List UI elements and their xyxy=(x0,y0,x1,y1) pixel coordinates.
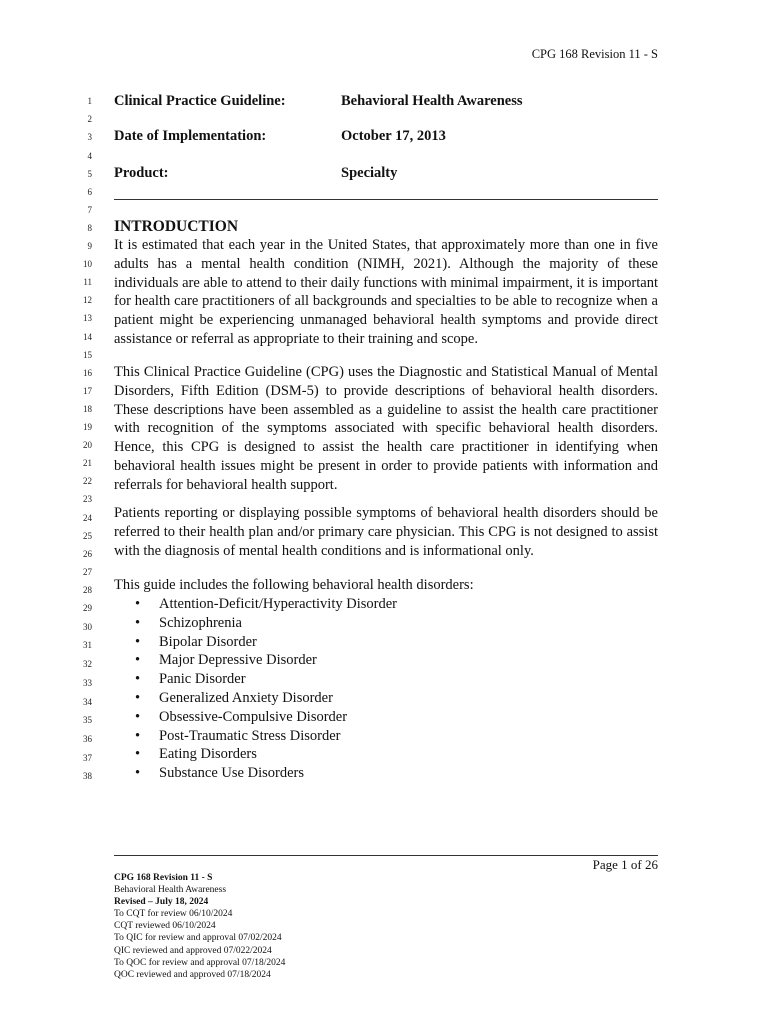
line-number: 4 xyxy=(87,151,92,161)
section-divider xyxy=(114,199,658,200)
footer-history-item: QIC reviewed and approved 07/022/2024 xyxy=(114,945,272,956)
line-number: 5 xyxy=(87,169,92,179)
line-number: 1 xyxy=(87,96,92,106)
line-number: 23 xyxy=(83,494,92,504)
footer-doc-id: CPG 168 Revision 11 - S xyxy=(114,873,213,883)
footer-revised: Revised – July 18, 2024 xyxy=(114,897,209,908)
footer-title: Behavioral Health Awareness xyxy=(114,885,227,896)
line-number: 33 xyxy=(83,678,92,688)
running-header: CPG 168 Revision 11 - S xyxy=(531,47,658,61)
intro-paragraph-2: This Clinical Practice Guideline (CPG) uses the Diagnostic and Statistical Manual of Mental Disorders, Fifth Edition (DSM-5) to provide descriptions of behavioral health disorders. These descriptions have been assembled as a guideline to assist the health care practitioner with recognition of the symptoms associated with specific behavioral health disorders. Hence, this CPG is designed to assist the health care practitioner in identifying when behavioral health issues might be present in order to provide patients with information and referrals for behavioral health support. xyxy=(114,364,658,493)
footer-history-item: QOC reviewed and approved 07/18/2024 xyxy=(114,969,271,980)
list-item: • Substance Use Disorders xyxy=(114,764,397,783)
line-number: 15 xyxy=(83,350,92,360)
implementation-date-label: Date of Implementation: xyxy=(114,128,267,144)
intro-paragraph-1: It is estimated that each year in the United States, that approximately more than one in five adults has a mental health condition (NIMH, 2021). Although the majority of these individuals are able to attend to their daily functions with minimal impairment, it is important for health care practitioners of all backgrounds and specialties to be able to recognize when a patient might be experiencing unmanaged behavioral health symptoms and provide direct assistance or referral as appropriate to their training and scope. xyxy=(114,237,658,347)
list-item: • Bipolar Disorder xyxy=(114,633,397,652)
line-number: 26 xyxy=(83,549,92,559)
line-number: 28 xyxy=(83,585,92,595)
line-number: 2 xyxy=(87,114,92,124)
line-number: 10 xyxy=(83,259,92,269)
line-number: 17 xyxy=(83,386,92,396)
line-number: 13 xyxy=(83,313,92,323)
list-item: • Obsessive-Compulsive Disorder xyxy=(114,708,397,727)
guideline-label: Clinical Practice Guideline: xyxy=(114,93,286,109)
line-number: 19 xyxy=(83,422,92,432)
disorders-intro: This guide includes the following behavioral health disorders: xyxy=(114,577,474,593)
introduction-heading: INTRODUCTION xyxy=(114,218,239,235)
line-number: 14 xyxy=(83,332,92,342)
line-number: 6 xyxy=(87,187,92,197)
list-item: • Generalized Anxiety Disorder xyxy=(114,689,397,708)
line-number: 7 xyxy=(87,205,92,215)
line-number: 38 xyxy=(83,771,92,781)
footer-history-item: To QIC for review and approval 07/02/2024 xyxy=(114,933,282,944)
line-number: 32 xyxy=(83,659,92,669)
list-item: • Eating Disorders xyxy=(114,745,397,764)
line-number: 21 xyxy=(83,458,92,468)
line-number: 22 xyxy=(83,476,92,486)
footer-history-item: To CQT for review 06/10/2024 xyxy=(114,909,233,920)
line-number: 30 xyxy=(83,622,92,632)
list-item: • Major Depressive Disorder xyxy=(114,651,397,670)
line-number: 36 xyxy=(83,734,92,744)
line-number: 9 xyxy=(87,241,92,251)
footer-history-item: CQT reviewed 06/10/2024 xyxy=(114,921,216,932)
line-number: 11 xyxy=(83,277,92,287)
list-item: • Post-Traumatic Stress Disorder xyxy=(114,727,397,746)
page-number: Page 1 of 26 xyxy=(592,857,658,872)
line-number: 18 xyxy=(83,404,92,414)
list-item: • Panic Disorder xyxy=(114,670,397,689)
line-number: 29 xyxy=(83,603,92,613)
product-label: Product: xyxy=(114,165,169,181)
line-number: 24 xyxy=(83,513,92,523)
guideline-value: Behavioral Health Awareness xyxy=(341,93,523,109)
line-number: 20 xyxy=(83,440,92,450)
line-number: 37 xyxy=(83,753,92,763)
line-number: 3 xyxy=(87,132,92,142)
list-item: • Schizophrenia xyxy=(114,614,397,633)
footer-history-item: To QOC for review and approval 07/18/2024 xyxy=(114,957,286,968)
line-number: 27 xyxy=(83,567,92,577)
line-number: 31 xyxy=(83,640,92,650)
line-number: 25 xyxy=(83,531,92,541)
line-number: 35 xyxy=(83,715,92,725)
intro-paragraph-3: Patients reporting or displaying possible symptoms of behavioral health disorders should be referred to their health plan and/or primary care physician. This CPG is not designed to assist with the diagnosis of mental health conditions and is informational only. xyxy=(114,505,658,559)
line-number: 34 xyxy=(83,697,92,707)
line-number: 16 xyxy=(83,368,92,378)
line-number: 8 xyxy=(87,223,92,233)
list-item: • Attention-Deficit/Hyperactivity Disorder xyxy=(114,595,397,614)
implementation-date-value: October 17, 2013 xyxy=(341,128,446,144)
line-number: 12 xyxy=(83,295,92,305)
product-value: Specialty xyxy=(341,165,398,181)
disorders-list xyxy=(114,595,397,783)
footer-rule xyxy=(114,855,658,856)
footer-block xyxy=(114,872,285,981)
